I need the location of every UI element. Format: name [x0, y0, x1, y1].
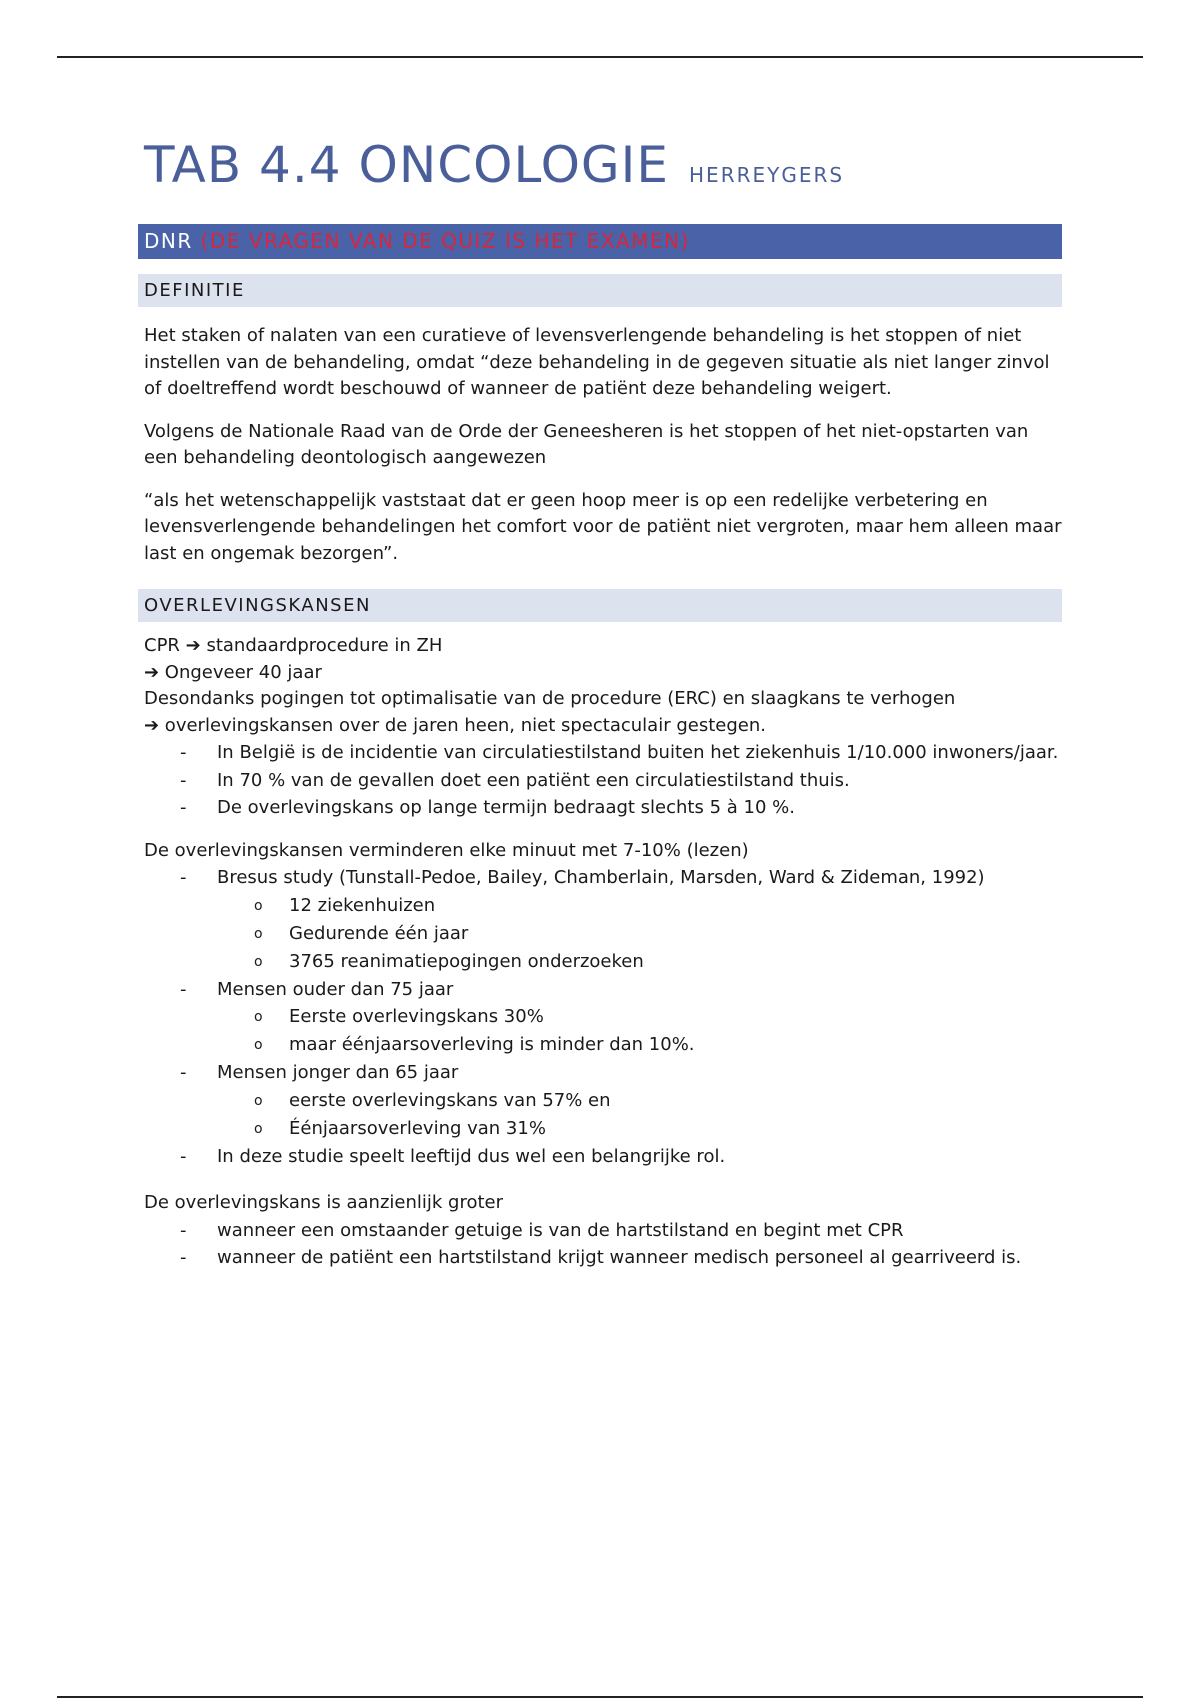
circle-bullet: o — [254, 1120, 263, 1137]
intro-line-cpr: CPR ➔ standaardprocedure in ZH — [144, 635, 443, 656]
dnr-note: (DE VRAGEN VAN DE QUIZ IS HET EXAMEN) — [200, 229, 690, 253]
dash-bullet: - — [180, 769, 187, 791]
dnr-label: DNR — [144, 229, 193, 253]
dash-bullet: - — [180, 867, 187, 888]
jonger-label: Mensen jonger dan 65 jaar — [217, 1062, 459, 1083]
page-title: TAB 4.4 ONCOLOGIE — [144, 136, 670, 194]
overleving-intro — [138, 633, 1062, 739]
leeftijd-conclusion: In deze studie speelt leeftijd dus wel een belangrijke rol. — [217, 1145, 726, 1167]
intro-line-erc: Desondanks pogingen tot optimalisatie van de procedure (ERC) en slaagkans te verhogen — [144, 688, 956, 709]
minuut-paragraph: De overlevingskansen verminderen elke minuut met 7-10% (lezen) — [144, 839, 749, 861]
circle-bullet: o — [254, 1092, 263, 1109]
dash-bullet: - — [180, 978, 187, 1000]
circle-bullet: o — [254, 1009, 263, 1025]
dash-bullet: - — [180, 1145, 187, 1167]
circle-bullet: o — [254, 1037, 263, 1053]
list-item — [138, 864, 1062, 976]
sublist-item: o Eerste overlevingskans 30% — [217, 1003, 1062, 1031]
bottom-rule — [57, 1696, 1143, 1698]
groter-paragraph: De overlevingskans is aanzienlijk groter — [144, 1192, 504, 1213]
section-heading-dnr — [138, 224, 1062, 259]
dash-bullet: - — [180, 1062, 187, 1083]
dash-bullet: - — [180, 797, 187, 818]
list-item: - In 70 % van de gevallen doet een patiënt een circulatiestilstand thuis. — [138, 767, 1062, 795]
sublist-item: o maar éénjaarsoverleving is minder dan 10%. — [217, 1031, 1062, 1059]
sublist-item: o Gedurende één jaar — [217, 920, 1062, 948]
ouder-sublist — [217, 1003, 1062, 1059]
list-item: - In België is de incidentie van circulatiestilstand buiten het ziekenhuis 1/10.000 inwoners/jaar. — [138, 739, 1062, 767]
dash-bullet: - — [180, 1247, 187, 1268]
groter-list — [138, 1217, 1062, 1272]
list-item — [138, 976, 1062, 1060]
subheading-definitie: DEFINITIE — [138, 274, 1062, 307]
subheading-overlevingskansen: OVERLEVINGSKANSEN — [138, 589, 1062, 622]
title-row — [144, 136, 1062, 212]
bresus-study: Bresus study (Tunstall-Pedoe, Bailey, Chamberlain, Marsden, Ward & Zideman, 1992) — [217, 867, 985, 888]
circle-bullet: o — [254, 897, 263, 914]
bresus-sublist — [217, 892, 1062, 976]
bresus-list — [138, 864, 1062, 1170]
dash-bullet: - — [180, 1219, 187, 1241]
incidence-list — [138, 739, 1062, 822]
sublist-item: o 3765 reanimatiepogingen onderzoeken — [217, 948, 1062, 976]
dash-bullet: - — [180, 742, 187, 763]
list-item — [138, 1059, 1062, 1143]
definitie-paragraph-2: Volgens de Nationale Raad van de Orde der Geneesheren is het stoppen of het niet-opstarten van een behandeling deontologisch aangewezen — [144, 420, 1029, 468]
list-item: - wanneer een omstaander getuige is van de hartstilstand en begint met CPR — [138, 1217, 1062, 1245]
sublist-item: o 12 ziekenhuizen — [217, 892, 1062, 920]
intro-line-years: ➔ Ongeveer 40 jaar — [144, 661, 322, 683]
sublist-item: o eerste overlevingskans van 57% en — [217, 1087, 1062, 1115]
top-rule — [57, 56, 1143, 58]
circle-bullet: o — [254, 925, 263, 942]
author-name: HERREYGERS — [689, 163, 845, 187]
sublist-item: o Éénjaarsoverleving van 31% — [217, 1115, 1062, 1143]
page-content — [138, 136, 1062, 1272]
ouder-label: Mensen ouder dan 75 jaar — [217, 978, 454, 1000]
definitie-paragraph-3: “als het wetenschappelijk vaststaat dat er geen hoop meer is op een redelijke verbetering en levensverlengende behandelingen het comfort voor de patiënt niet vergroten, maar hem alleen maar last en ongemak bezorgen”. — [144, 489, 1062, 564]
intro-line-result: ➔ overlevingskansen over de jaren heen, niet spectaculair gestegen. — [144, 714, 766, 736]
circle-bullet: o — [254, 953, 263, 970]
list-item: - De overlevingskans op lange termijn bedraagt slechts 5 à 10 %. — [138, 794, 1062, 822]
list-item — [138, 1143, 1062, 1171]
list-item: - wanneer de patiënt een hartstilstand krijgt wanneer medisch personeel al gearriveerd is. — [138, 1244, 1062, 1272]
definitie-paragraph-1: Het staken of nalaten van een curatieve of levensverlengende behandeling is het stoppen of niet instellen van de behandeling, omdat “deze behandeling in de gegeven situatie als niet langer zinvol of doeltreffend wordt beschouwd of wanneer de patiënt deze behandeling weigert. — [144, 325, 1050, 399]
jonger-sublist — [217, 1087, 1062, 1143]
